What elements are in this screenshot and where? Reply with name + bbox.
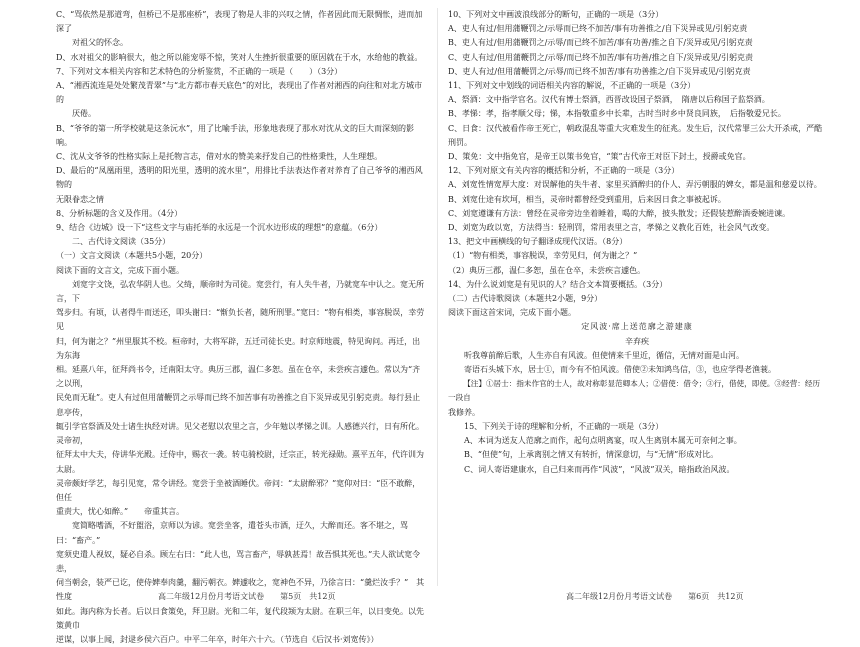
subsection-heading: （一）文言文阅读（本题共5小题，20分） [56, 251, 208, 261]
passage-line: 重责大，忧心如醉。” 帝重其言。 [56, 507, 185, 517]
subsection-heading: （二）古代诗歌阅读（本题共2小题，9分） [448, 294, 603, 304]
page-footer-left: 高二年级12月份月考语文试卷 第5页 共12页 [158, 592, 336, 601]
passage-line: 驾步归。有顷，认者得牛而送还，叩头谢曰：“惭负长者，随所刑罪。”宽曰：“物有相类，事容脱误，幸劳见 [56, 308, 425, 332]
passage-line: 相。延熹八年，征拜尚书令，迁南阳太守。典历三郡，温仁多恕。虽在仓卒，未尝疾言遽色。常以为“齐之以刑， [56, 365, 421, 389]
passage-line: 辄引学官祭酒及处士诸生执经对讲。见父老慰以农里之言，少年勉以孝悌之训。人感德兴行，日有所化。灵帝初， [56, 421, 424, 446]
instruction: 阅读下面这首宋词，完成下面小题。 [448, 308, 576, 318]
option-line: B、刘宽仕途有坎坷，相当，灵帝时都曾经受到重用，后来因日食之事被起诉。 [448, 194, 726, 204]
text-line: C、“骂依然是那道弯，但桥已不是那座桥”，表现了物是人非的兴叹之情，作者因此而无限惆怅，进而加深了 [56, 10, 423, 34]
passage-line: 如此。海内称为长者。后以日食策免，拜卫尉。光和二年，复代段颎为太尉。在职三年，以日变免。以先策黄巾 [56, 606, 424, 630]
question-15: 15、下列关于诗的理解和分析，不正确的一项是（3分） [464, 421, 664, 431]
question-11: 11、下列对文中划线的词语相关内容的解说，不正确的一项是（3分） [448, 81, 696, 91]
text-line: D、水对祖父的影响很大，他之所以能宠辱不惊，笑对人生挫折很重要的原因就在于水，水给他的教益。 [56, 52, 423, 62]
column-divider [437, 8, 438, 586]
option-line: D、刘宽为政以宽，方法得当：轻刑罚，常用表里之言，孝悌之义教化百姓，社会风气改变。 [448, 223, 775, 233]
text-line: 厌倦。 [72, 109, 96, 119]
sub-question: （1）“物有相类，事容脱误，幸劳见归，何为谢之？” [448, 251, 638, 261]
question-7: 7、下列对文本相关内容和艺术特色的分析鉴赏，不正确的一项是（ ）（3分） [56, 66, 343, 76]
passage-line: 宽须史遣人视奴，疑必自杀。顾左右曰：“此人也，骂言畜产，辱孰甚焉！故吾惧其死也。”夫人欲试宽令恚， [56, 549, 421, 573]
text-line: B、“爷爷的第一所学校就是这条沅水”，用了比喻手法，形象地表现了那水对沈从文的巨大而深刻的影响。 [56, 123, 415, 147]
option-line: A、刘宽性情宽厚大度：对误解他的失牛者、家里买酒醉归的仆人、弄污朝服的婢女，都是温和慈爱以待。 [448, 180, 822, 190]
option-line: A、祭酒：文中指学官名。汉代有博士祭酒，西晋改设国子祭酒， 隋唐以后称国子监祭酒。 [448, 95, 770, 105]
right-column [448, 8, 826, 586]
question-9: 9、结合《边城》设一下“这些文字与庙托举的永远是一个沉水边形成的理想”的意蕴。（6分） [56, 223, 383, 233]
passage-line: 灵帝颇好学艺，每引见宽，常令讲经。宽尝于坐被酒睡伏。帝问：“太尉醉邪？”宽仰对曰：“臣不敢醉，但任 [56, 478, 421, 502]
text-line: C、沈从文爷爷的性格实际上是托物言志，借对水的赞美来抒发自己的性格秉性，人生理想。 [56, 152, 383, 162]
text-line: A、“湘西流连是处处繁茂青翠”与“北方都市春天底色”的对比，表现出了作者对湘西的向往和对北方城市的 [56, 81, 423, 105]
option-line: B、吏人有过/但用蒲鞭罚之/示辱/而已终不加苦/事有功善/推之自下/災异或见/引躬克责 [448, 38, 753, 48]
option-line: C、日食：汉代被看作帝王死亡，朝政混乱等重大灾难发生的征兆。发生后，汉代常罪三公大开杀戒，严酷刑罚。 [448, 123, 823, 147]
option-line: B、孝悌：孝，指孝顺父母；悌，本指敬重乡中长辈，古时当时乡中贤良同族， 后指敬爱兄长。 [448, 109, 786, 119]
passage-line: 民免而无耻”。吏人有过但用蒲鞭罚之示辱而已终不加苦事有功善推之自下災异或见引躬克责。每行县止息亭传， [56, 393, 421, 417]
option-line: D、策免：文中指免官，是帝王以策书免官，“策”古代帝王对臣下封土，授爵或免官。 [448, 152, 751, 162]
poem-line: 寄语石头城下水，居士①，而今有不怕风波。借使②未知鸿鸟信，③，也应学得老渔蓑。 [464, 365, 776, 375]
option-line: C、词人寄语建康水，自己归来而再作“风波”，“风波”双关，暗指政治风波。 [464, 464, 735, 474]
text-line: 对祖父的怀念。 [72, 38, 128, 48]
option-line: C、吏人有过/但用蒲鞭罚之/示辱/而已终不加苦/事有功善/推之自下/災异或见/引躬克责 [448, 52, 753, 62]
option-line: D、吏人有过/但用蒲鞭罚之/示辱/而已终不加苦/事有功善推之/自下災异或见/引躬克责 [448, 66, 751, 76]
option-line: A、吏人有过/但用蒲鞭罚之/示辱而已终不加苦/事有功善推之/自下災异或见/引躬克责 [448, 24, 748, 34]
question-8: 8、分析标题的含义及作用。（4分） [56, 208, 183, 218]
option-line: B、“但使”句，上承离别之情又有转折，情深意切，与“无情”形成对比。 [464, 450, 719, 460]
poem-line: 听我尊前醉后歌，人生亦自有风波。但使情来千里近，循信，无情对面是山河。 [464, 350, 744, 360]
poem-note: 我修养。 [448, 407, 480, 417]
option-line: A、本词为送友人范廓之而作，起句点明离宴，叹人生离别本属无可奈何之事。 [464, 436, 742, 446]
instruction: 阅读下面的文言文，完成下面小题。 [56, 265, 184, 275]
poem-author: 辛弃疾 [625, 336, 649, 346]
question-10: 10、下列对文中画波浪线部分的断句，正确的一项是（3分） [448, 10, 664, 19]
question-12: 12、下列对原文有关内容的概括和分析，不正确的一项是（3分） [448, 166, 680, 176]
sub-question: （2）典历三郡，温仁多恕，虽在仓卒，未尝疾言遽色。 [448, 265, 646, 275]
question-13: 13、把文中画横线的句子翻译成现代汉语。（8分） [448, 237, 628, 247]
passage-line: 征拜太中大夫，侍讲华光殿。迁侍中，赐衣一袭。转屯骑校尉，迁宗正，转光禄勋。熹平五年，代许训为太尉。 [56, 450, 424, 474]
page-footer-right: 高二年级12月份月考语文试卷 第6页 共12页 [566, 592, 744, 601]
question-14: 14、为什么说刘宽是有见识的人？结合文本简要概括。（3分） [448, 279, 668, 289]
poem-note: 【注】①居士：指未作官的士人，故对称彰显范卿本人；②借使：借令；③行，借使，即使。③经营：经历一段自 [448, 379, 821, 403]
option-line: C、刘宽遵谦有方法：曾经在灵帝旁边坐着睡着，喝的大醉，披头散发；还假装惹醉酒委婉进谏。 [448, 208, 791, 218]
passage-line: 宽简略嗜酒，不好盥浴，京师以为谚。宽尝坐客，遣苍头市酒，迂久，大醉而还。客不堪之，骂曰：“畜产。” [56, 521, 408, 545]
section-heading: 二、古代诗文阅读（35分） [72, 237, 171, 247]
text-line: D、最后的“凤凰雨里，透明的阳光里，透明的流水里”，用排比手法表达作者对养育了自己爷爷的湘西风物的 [56, 166, 423, 190]
passage-line: 刘宽字文饶，弘农华阴人也。父绮，顺帝时为司徒。宽尝行，有人失牛者，乃就宽车中认之。宽无所言，下 [56, 279, 424, 304]
text-line: 无限眷恋之情 [56, 194, 104, 204]
passage-line: 逆谋，以事上闻，封逯乡侯六百户。中平二年卒，时年六十六。（节选自《后汉书·刘宽传》） [56, 634, 379, 644]
passage-line: 归，何为谢之？”州里服其不校。桓帝时，大将军辟，五迁司徒长史。时京师地震，特见询问。再迁，出为东海 [56, 336, 421, 360]
poem-title: 定风波·席上送范廓之游建康 [581, 322, 693, 332]
passage-line: 伺当朝会，装严已讫，使侍婢奉肉羹，翻污朝衣。婢遽收之，宽神色不异，乃徐言曰：“羹烂汝手？” 其性度 [56, 578, 425, 602]
